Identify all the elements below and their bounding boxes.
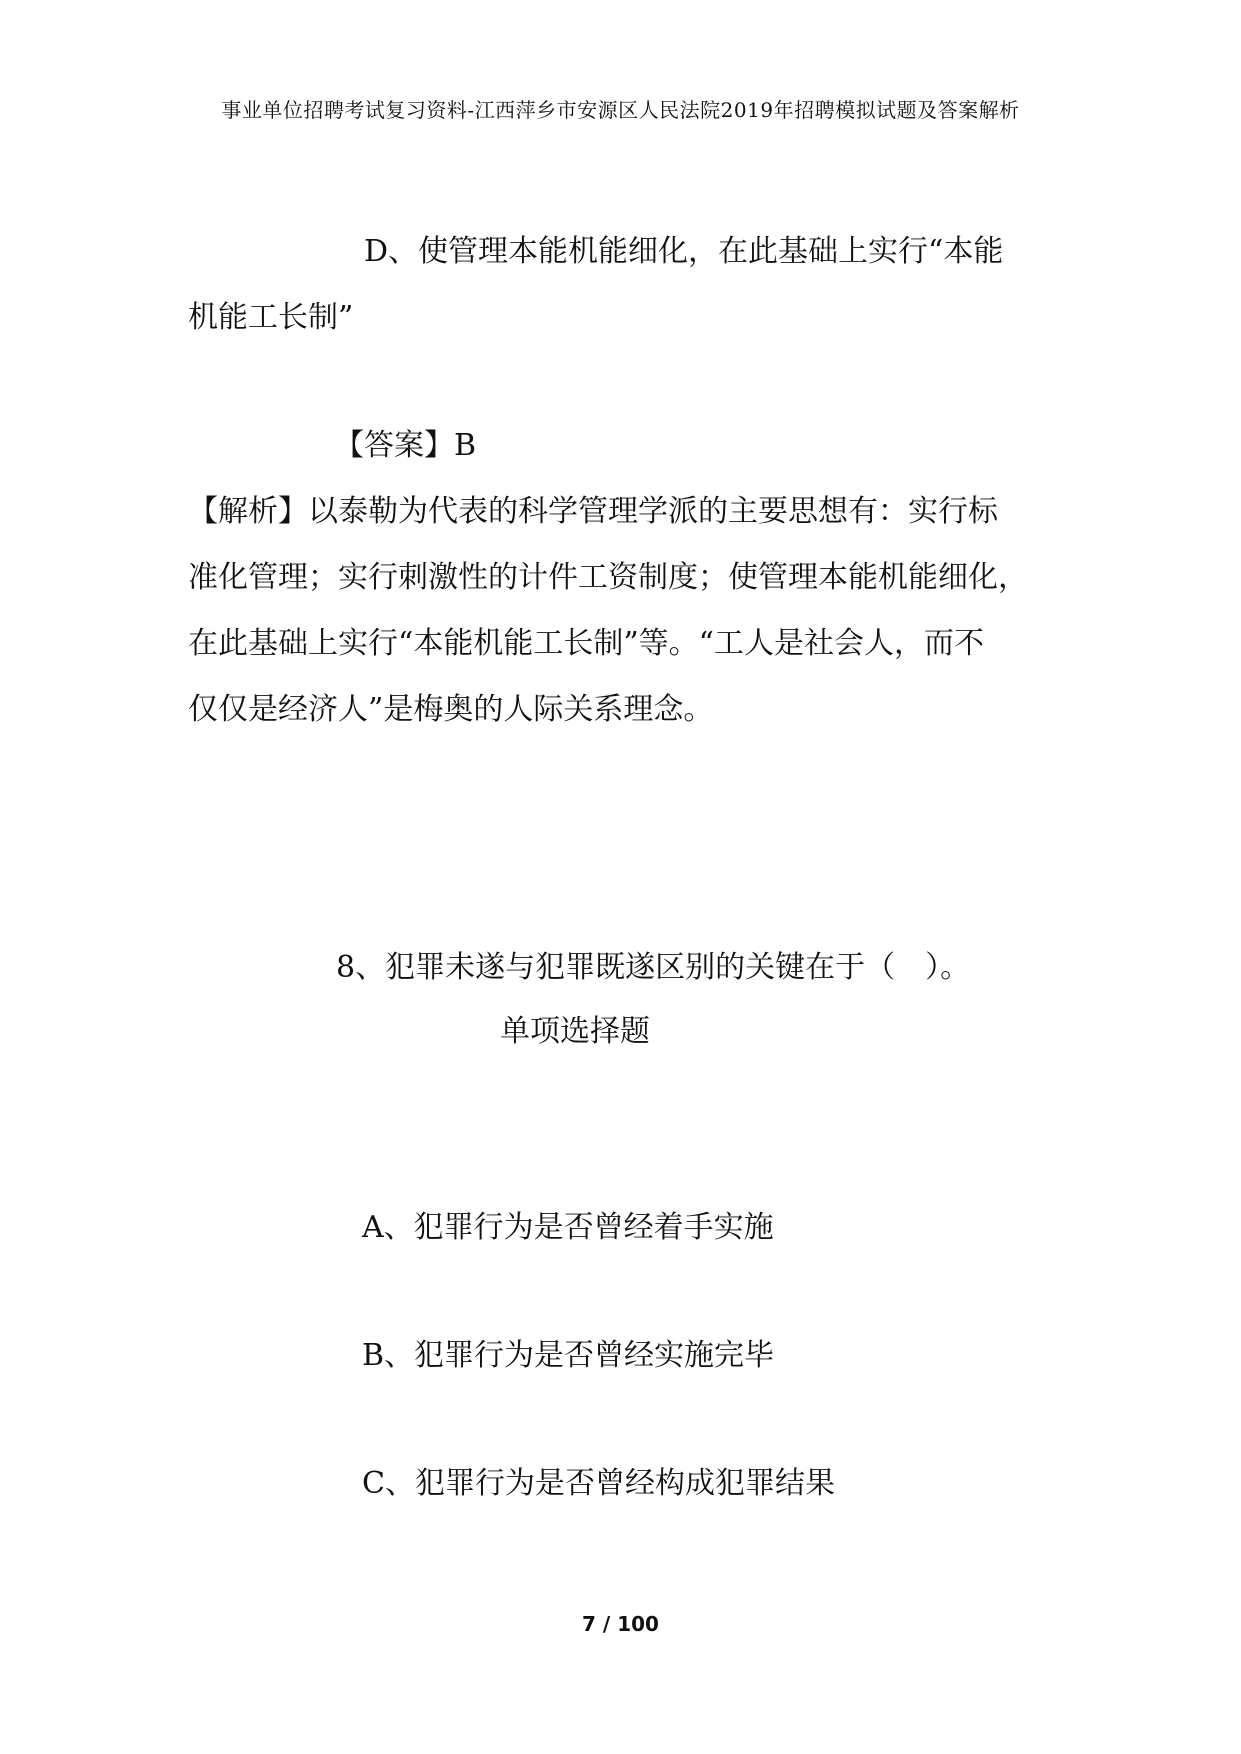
page-number: 7 / 100 bbox=[582, 1612, 659, 1636]
analysis-line-2: 准化管理；实行刺激性的计件工资制度；使管理本能机能细化， bbox=[188, 560, 1028, 595]
option-c: C、犯罪行为是否曾经构成犯罪结果 bbox=[362, 1466, 835, 1501]
page-header: 事业单位招聘考试复习资料-江西萍乡市安源区人民法院2019年招聘模拟试题及答案解析 bbox=[221, 98, 1020, 122]
option-b: B、犯罪行为是否曾经实施完毕 bbox=[362, 1338, 775, 1373]
answer-label: 【答案】B bbox=[334, 428, 477, 463]
question-8-stem: 8、犯罪未遂与犯罪既遂区别的关键在于（ ）。 bbox=[336, 950, 971, 985]
question-8-type: 单项选择题 bbox=[500, 1014, 650, 1049]
analysis-line-4: 仅仅是经济人”是梅奥的人际关系理念。 bbox=[188, 692, 714, 727]
analysis-line-3: 在此基础上实行“本能机能工长制”等。“工人是社会人，而不 bbox=[188, 626, 985, 661]
option-d-line-2: 机能工长制” bbox=[188, 300, 354, 335]
option-d-line-1: D、使管理本能机能细化，在此基础上实行“本能 bbox=[364, 234, 1004, 269]
analysis-line-1: 【解析】以泰勒为代表的科学管理学派的主要思想有：实行标 bbox=[188, 494, 998, 529]
option-a: A、犯罪行为是否曾经着手实施 bbox=[362, 1210, 774, 1245]
